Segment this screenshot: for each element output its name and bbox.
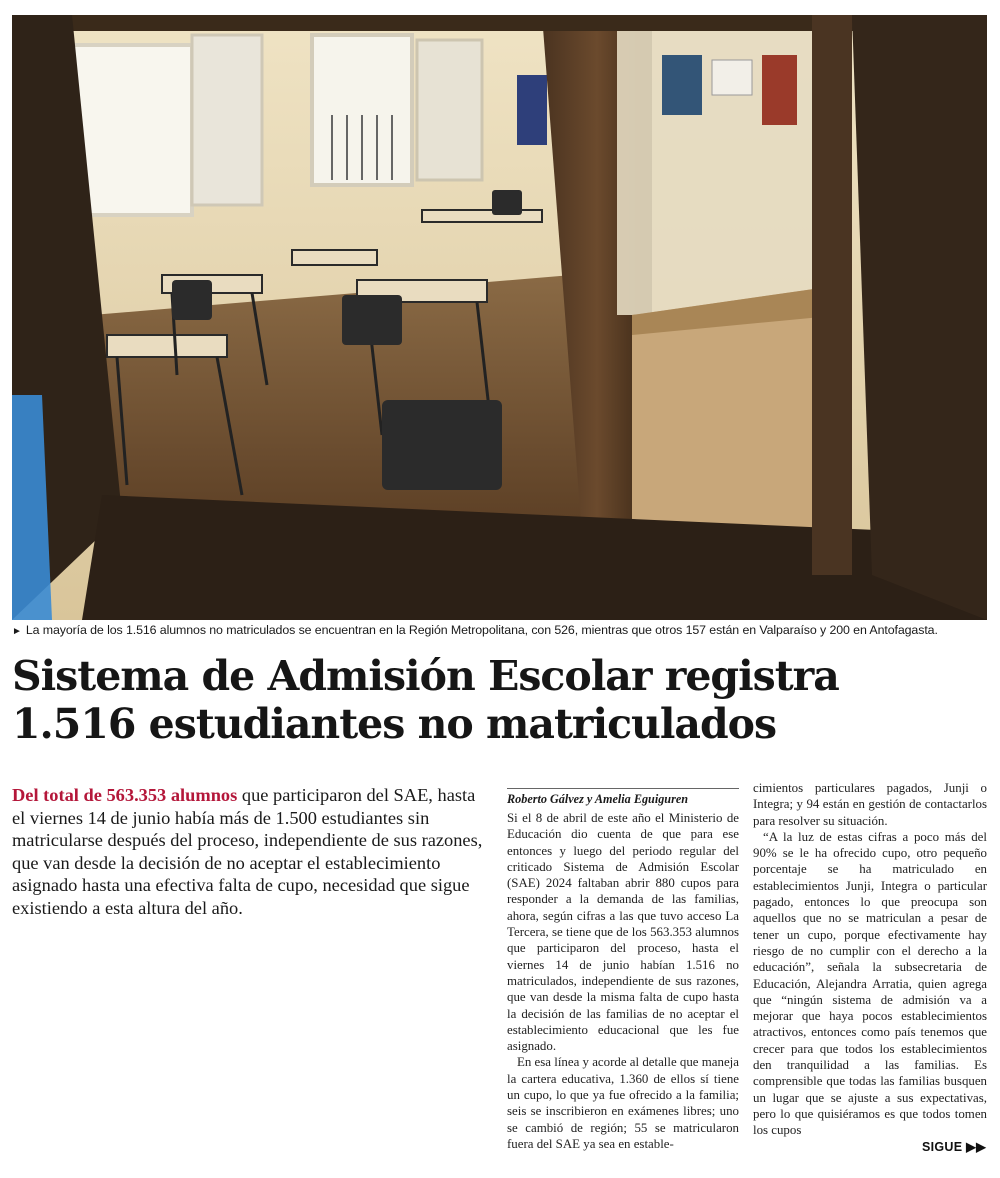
caption-text: La mayoría de los 1.516 alumnos no matriculados se encuentran en la Región Metropolitana, con 526, mientras que otros 157 están en Valparaíso y 200 en Antofagasta. bbox=[25, 623, 938, 637]
article-headline bbox=[12, 652, 987, 748]
caption-marker-icon: ► bbox=[12, 626, 22, 637]
photo-caption bbox=[12, 623, 987, 637]
column2-paragraph-1: cimientos particulares pagados, Junji o Integra; y 94 están en gestión de contactarlos para resolver su situación. bbox=[753, 781, 987, 828]
column2-paragraph-2: “A la luz de estas cifras a poco más del 90% se le ha ofrecido cupo, otro pequeño porcentaje se ha matriculado en establecimientos Junji, Integra o particular pagado, entonces lo que preocupa son aquellos que no se matriculan a pesar de tener un cupo, porque efectivamente hay riesgo de no cumplir con el derecho a la educación”, señala la subsecretaria de Educación, Alejandra Arratia, quien agrega que “ningún sistema de admisión va a mejorar que haya pocos establecimientos atractivos, entonces como país tenemos que crecer para que todos los establecimientos den tranquilidad a las familias. Es comprensible que todas las familias busquen un lugar que se ajuste a sus expectativas, pero lo que quisiéramos es que todos tomen los cupos bbox=[753, 829, 987, 1138]
classroom-photo-graphic bbox=[12, 15, 987, 620]
body-column-1 bbox=[507, 810, 739, 1152]
article-photo bbox=[12, 15, 987, 620]
column1-paragraph-2: En esa línea y acorde al detalle que maneja la cartera educativa, 1.360 de ellos sí tiene un cupo, lo que ya fue ofrecido a la familia; seis se inscribieron en exámenes libres; uno se cambió de región; 55 se matricularon fuera del SAE ya sea en estable- bbox=[507, 1055, 739, 1151]
article-byline: Roberto Gálvez y Amelia Eguiguren bbox=[507, 788, 739, 807]
body-column-2 bbox=[753, 780, 987, 1139]
lead-highlight: Del total de 563.353 alumnos bbox=[12, 785, 238, 805]
continue-marker: SIGUE ▶▶ bbox=[922, 1140, 986, 1154]
headline-line-1: Sistema de Admisión Escolar registra bbox=[12, 652, 839, 700]
lead-text: que participaron del SAE, hasta el viernes 14 de junio había más de 1.500 estudiantes sin matricularse después del proceso, independiente de sus razones, que van desde la decisión de no aceptar el establecimiento asignado hasta una efectiva falta de cupo, necesidad que sigue existiendo a esta altura del año. bbox=[12, 785, 483, 918]
article-lead bbox=[12, 784, 487, 920]
column1-paragraph-1: Si el 8 de abril de este año el Ministerio de Educación dio cuenta de que para ese entonces y luego del periodo regular del criticado Sistema de Admisión Escolar (SAE) 2024 faltaban abrir 880 cupos para responder a la demanda de las familias, ahora, según cifras a las que tuvo acceso La Tercera, se tiene que de los 563.353 alumnos que participaron del proceso, hasta el viernes 14 de junio habían 1.516 no matriculados, independiente de sus razones, que van desde la misma falta de cupo hasta la decisión de las familias de no aceptar el establecimiento educacional que les fue asignado. bbox=[507, 811, 739, 1054]
headline-line-2: 1.516 estudiantes no matriculados bbox=[12, 700, 777, 748]
